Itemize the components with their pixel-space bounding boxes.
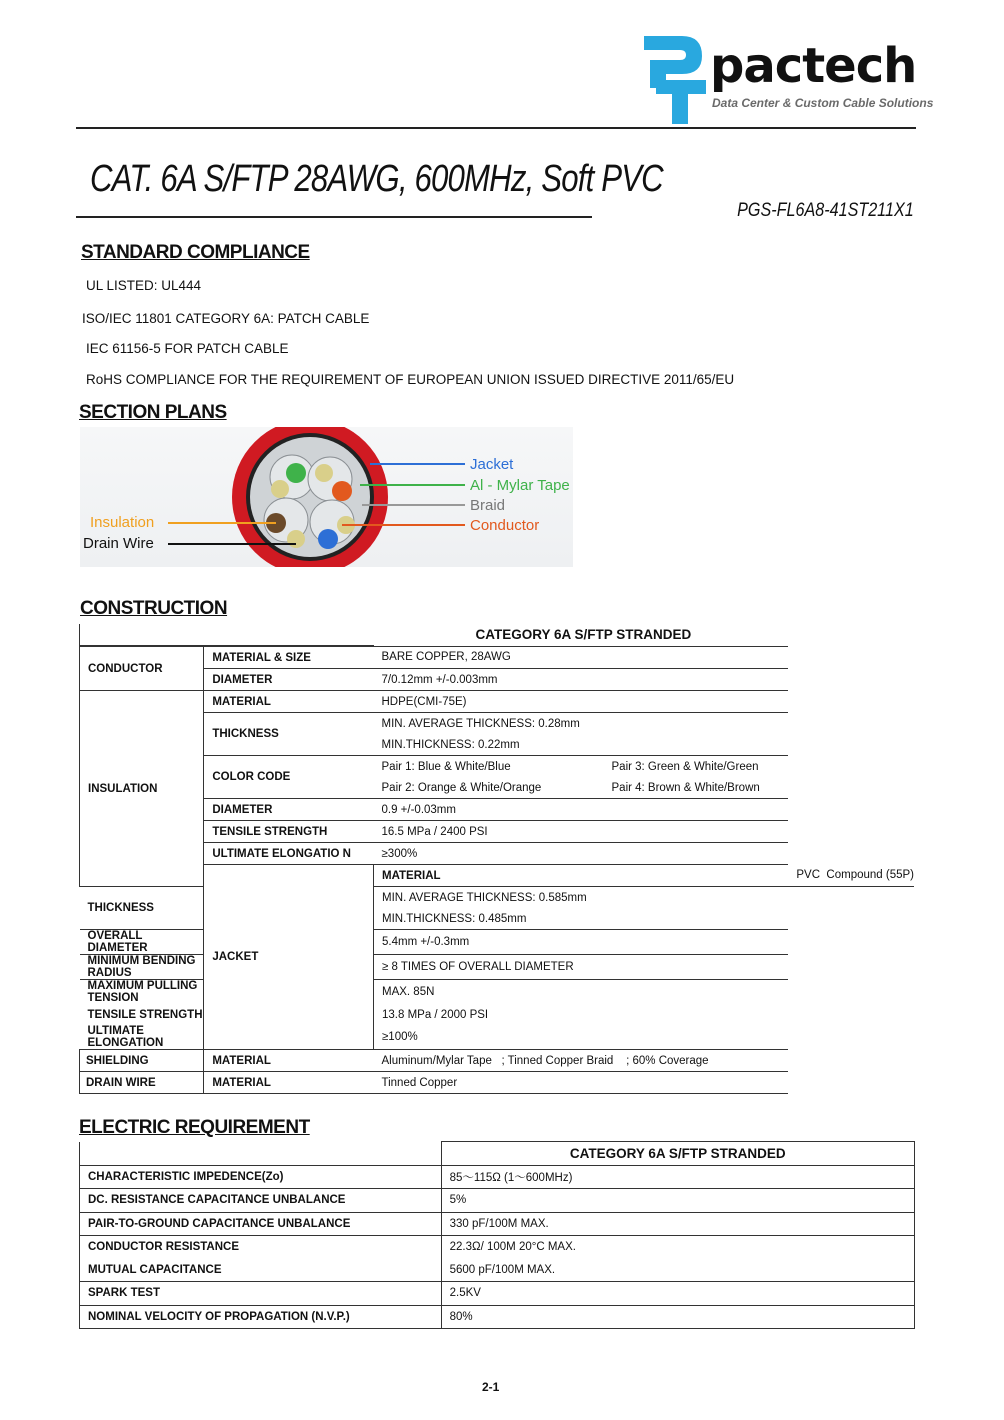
table-row: [80, 1282, 915, 1306]
row-value: 85～115Ω (1～600MHz): [441, 1165, 914, 1189]
table-header-row: [80, 1142, 915, 1166]
table-row: [80, 799, 915, 821]
part-number: PGS-FL6A8-41ST211X1: [737, 200, 914, 221]
row-value: MIN.THICKNESS: 0.485mm: [374, 908, 789, 930]
brand-tagline: Data Center & Custom Cable Solutions: [712, 96, 934, 110]
row-label: DIAMETER: [204, 669, 374, 691]
table-row: [80, 691, 915, 713]
row-value: 80%: [441, 1305, 914, 1329]
row-label: MATERIAL: [204, 691, 374, 713]
row-label: CHARACTERISTIC IMPEDENCE(Zo): [80, 1165, 442, 1189]
label-braid: Braid: [470, 497, 506, 514]
row-label: DC. RESISTANCE CAPACITANCE UNBALANCE: [80, 1189, 442, 1213]
table-row: [80, 1236, 915, 1259]
construction-header: CATEGORY 6A S/FTP STRANDED: [374, 624, 789, 646]
row-value: 5.4mm +/-0.3mm: [374, 930, 789, 955]
table-row: [80, 713, 915, 735]
row-label: ULTIMATE ELONGATIO N: [204, 843, 374, 865]
row-value: 5%: [441, 1189, 914, 1213]
row-value: ≥300%: [374, 843, 789, 865]
row-label: TENSILE STRENGTH: [204, 821, 374, 843]
label-conductor: Conductor: [470, 517, 540, 534]
row-value: PVC Compound (55P): [788, 865, 914, 887]
group-jacket: JACKET: [204, 865, 374, 1050]
row-value: 330 pF/100M MAX.: [441, 1212, 914, 1236]
table-row: [80, 1050, 915, 1072]
group-conductor: CONDUCTOR: [80, 646, 204, 691]
group-shielding: SHIELDING: [80, 1050, 204, 1072]
row-label: COLOR CODE: [204, 756, 374, 799]
label-jacket: Jacket: [470, 456, 514, 473]
row-value: [374, 777, 789, 799]
page-number: 2-1: [482, 1380, 500, 1394]
row-label: MINIMUM BENDING RADIUS: [80, 955, 204, 980]
standard-line: IEC 61156-5 FOR PATCH CABLE: [86, 341, 289, 356]
row-value: BARE COPPER, 28AWG: [374, 646, 789, 669]
row-label: TENSILE STRENGTH: [87, 1008, 203, 1021]
title-underline: [76, 216, 592, 218]
cable-cross-section: [80, 427, 573, 567]
row-label: MATERIAL: [204, 1050, 374, 1072]
row-value: 7/0.12mm +/-0.003mm: [374, 669, 789, 691]
row-value: 2.5KV: [441, 1282, 914, 1306]
table-row: [80, 1072, 915, 1094]
pair-4: Pair 4: Brown & White/Brown: [611, 781, 760, 794]
table-row: [80, 1305, 915, 1329]
row-label: SPARK TEST: [80, 1282, 442, 1306]
pair-1: Pair 1: Blue & White/Blue: [381, 760, 511, 773]
row-value: 13.8 MPa / 2000 PSI: [382, 1008, 489, 1021]
row-value: 0.9 +/-0.03mm: [374, 799, 789, 821]
table-row: [80, 669, 915, 691]
row-value: MIN.THICKNESS: 0.22mm: [374, 734, 789, 756]
row-label: MATERIAL & SIZE: [204, 646, 374, 669]
row-label: MAXIMUM PULLING TENSION: [87, 980, 198, 1004]
row-value: 16.5 MPa / 2400 PSI: [374, 821, 789, 843]
row-label: MATERIAL: [374, 865, 789, 887]
table-row: [80, 646, 915, 669]
table-row: [80, 843, 915, 865]
row-value: ≥100%: [374, 1025, 789, 1050]
row-label: MATERIAL: [204, 1072, 374, 1094]
construction-table: [79, 624, 914, 1094]
row-label: MUTUAL CAPACITANCE: [80, 1259, 442, 1282]
standard-line: RoHS COMPLIANCE FOR THE REQUIREMENT OF EUROPEAN UNION ISSUED DIRECTIVE 2011/65/EU: [86, 372, 735, 387]
row-value: MAX. 85N: [382, 986, 435, 998]
group-insulation: INSULATION: [80, 691, 204, 887]
row-value: MIN. AVERAGE THICKNESS: 0.28mm: [381, 717, 580, 730]
table-row: [80, 756, 915, 778]
row-value: ≥ 8 TIMES OF OVERALL DIAMETER: [374, 955, 789, 980]
row-value: 22.3Ω/ 100M 20°C MAX.: [441, 1236, 914, 1259]
label-mylar: Al - Mylar Tape: [470, 477, 570, 494]
construction-heading: CONSTRUCTION: [80, 598, 228, 619]
brand-name: pactech: [710, 38, 917, 94]
table-row: [80, 865, 915, 887]
standard-line: UL LISTED: UL444: [86, 278, 202, 293]
pt-logo-icon: [636, 30, 716, 126]
electric-heading: ELECTRIC REQUIREMENT: [79, 1117, 310, 1138]
pair-3: Pair 3: Green & White/Green: [611, 760, 759, 773]
electric-header: CATEGORY 6A S/FTP STRANDED: [441, 1142, 914, 1166]
label-drain-wire: Drain Wire: [83, 535, 154, 552]
standard-heading: STANDARD COMPLIANCE: [81, 242, 310, 263]
table-row: [80, 1212, 915, 1236]
brand-logo: [636, 30, 934, 126]
table-row: [80, 1165, 915, 1189]
electric-table: [79, 1141, 915, 1329]
page-title: CAT. 6A S/FTP 28AWG, 600MHz, Soft PVC: [90, 158, 663, 200]
row-label: OVERALL DIAMETER: [80, 930, 204, 955]
section-plans-heading: SECTION PLANS: [79, 402, 227, 423]
header-rule: [76, 127, 916, 129]
label-insulation: Insulation: [90, 514, 155, 531]
row-label: PAIR-TO-GROUND CAPACITANCE UNBALANCE: [80, 1212, 442, 1236]
row-value: 5600 pF/100M MAX.: [441, 1259, 914, 1282]
row-label: ULTIMATE ELONGATION: [80, 1025, 204, 1050]
row-label: NOMINAL VELOCITY OF PROPAGATION (N.V.P.): [80, 1305, 442, 1329]
table-row: [80, 1189, 915, 1213]
row-value: MIN. AVERAGE THICKNESS: 0.585mm: [382, 891, 587, 904]
pair-2: Pair 2: Orange & White/Orange: [381, 781, 542, 794]
row-label: CONDUCTOR RESISTANCE: [80, 1236, 442, 1259]
row-value: Aluminum/Mylar Tape ; Tinned Copper Braid ; 60% Coverage: [374, 1050, 789, 1072]
row-label: DIAMETER: [204, 799, 374, 821]
row-label: THICKNESS: [204, 713, 374, 756]
standard-line: ISO/IEC 11801 CATEGORY 6A: PATCH CABLE: [82, 311, 370, 326]
group-drain-wire: DRAIN WIRE: [80, 1072, 204, 1094]
row-value: HDPE(CMI-75E): [374, 691, 789, 713]
row-value: Tinned Copper: [374, 1072, 789, 1094]
table-header-row: [80, 624, 915, 646]
row-label: THICKNESS: [80, 887, 204, 930]
table-row: [80, 1259, 915, 1282]
row-value: [374, 756, 789, 778]
table-row: [80, 821, 915, 843]
